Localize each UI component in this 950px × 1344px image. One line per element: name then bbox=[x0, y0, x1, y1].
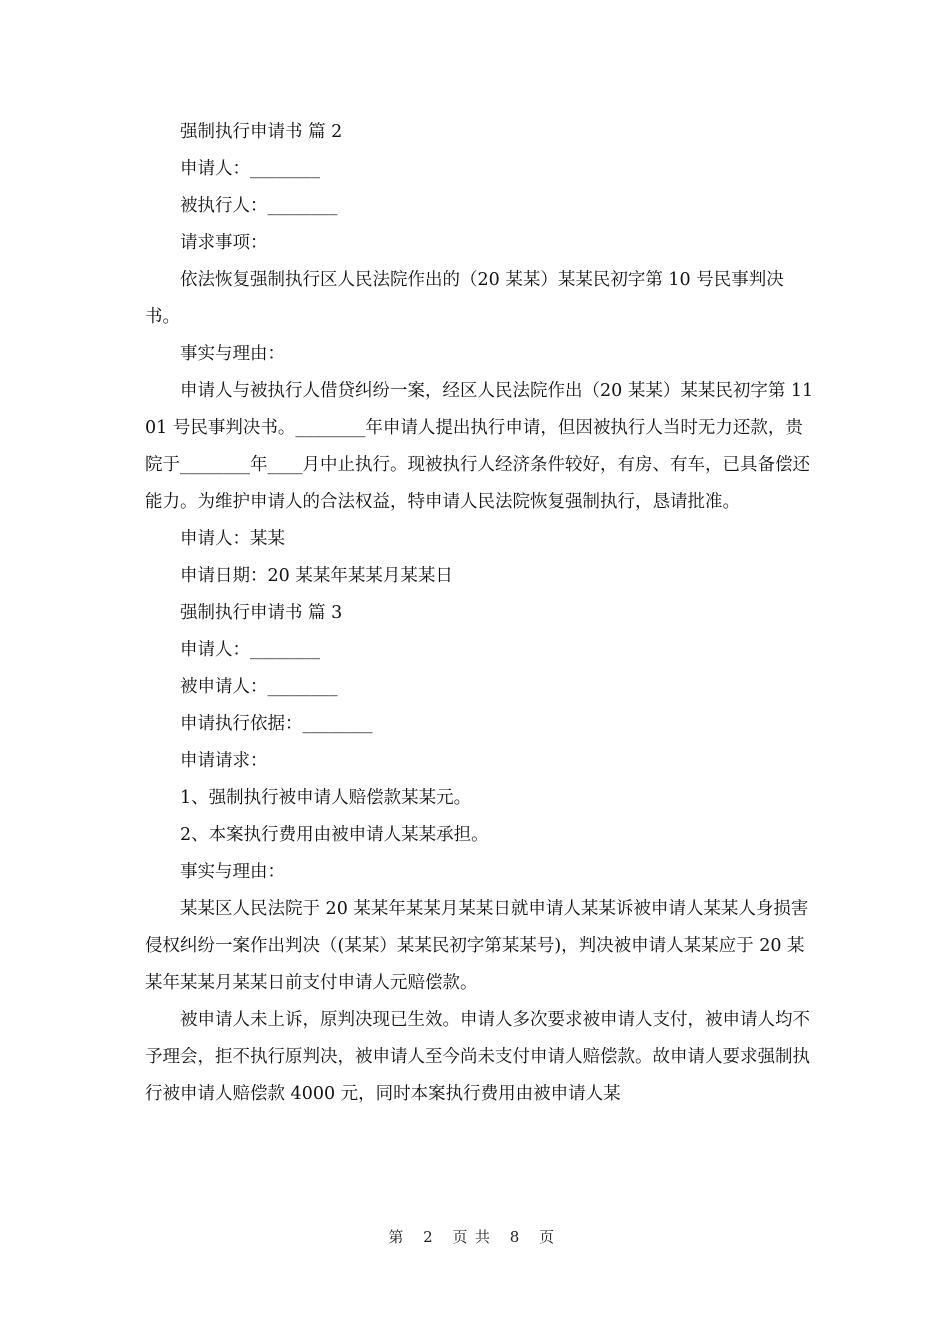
application-requests-label: 申请请求： bbox=[180, 751, 268, 771]
execution-basis-line: 申请执行依据：________ bbox=[180, 714, 373, 734]
request-items-label: 请求事项： bbox=[180, 233, 268, 253]
section-heading-2: 强制执行申请书 篇 2 bbox=[180, 122, 343, 142]
section-heading-3: 强制执行申请书 篇 3 bbox=[180, 603, 343, 623]
applicant-signature: 申请人：某某 bbox=[180, 529, 285, 549]
applicant-line: 申请人：________ bbox=[180, 159, 320, 179]
request-item-2: 2、本案执行费用由被申请人某某承担。 bbox=[180, 825, 489, 845]
document-body bbox=[145, 114, 815, 1113]
page-number-footer: 第 2 页共 8 页 bbox=[388, 1228, 562, 1246]
application-date: 申请日期：20 某某年某某月某某日 bbox=[180, 566, 453, 586]
respondent-line: 被执行人：________ bbox=[180, 196, 338, 216]
applicant-line: 申请人：________ bbox=[180, 640, 320, 660]
facts-reasons-label: 事实与理由： bbox=[180, 344, 285, 364]
respondent-line: 被申请人：________ bbox=[180, 677, 338, 697]
request-items-text: 依法恢复强制执行区人民法院作出的（20 某某）某某民初字第 10 号民事判决书。 bbox=[145, 270, 784, 327]
facts-reasons-text: 申请人与被执行人借贷纠纷一案，经区人民法院作出（20 某某）某某民初字第 1101 号民事判决书。________年申请人提出执行申请，但因被执行人当时无力还款，贵院于________年____月中止执行。现被执行人经济条件较好，有房、有车，已具备偿还能力。为维护申请人的合法权益，特申请人民法院恢复强制执行，恳请批准。 bbox=[145, 381, 814, 512]
facts-reasons-label: 事实与理由： bbox=[180, 862, 285, 882]
facts-reasons-text-2: 被申请人未上诉，原判决现已生效。申请人多次要求被申请人支付，被申请人均不予理会，拒不执行原判决，被申请人至今尚未支付申请人赔偿款。故申请人要求强制执行被申请人赔偿款 4000 元，同时本案执行费用由被申请人某 bbox=[145, 1010, 810, 1104]
request-item-1: 1、强制执行被申请人赔偿款某某元。 bbox=[180, 788, 472, 808]
facts-reasons-text-1: 某某区人民法院于 20 某某年某某月某某日就申请人某某诉被申请人某某人身损害侵权纠纷一案作出判决（(某某）某某民初字第某某号)，判决被申请人某某应于 20 某某年某某月某某日前支付申请人元赔偿款。 bbox=[145, 899, 809, 993]
